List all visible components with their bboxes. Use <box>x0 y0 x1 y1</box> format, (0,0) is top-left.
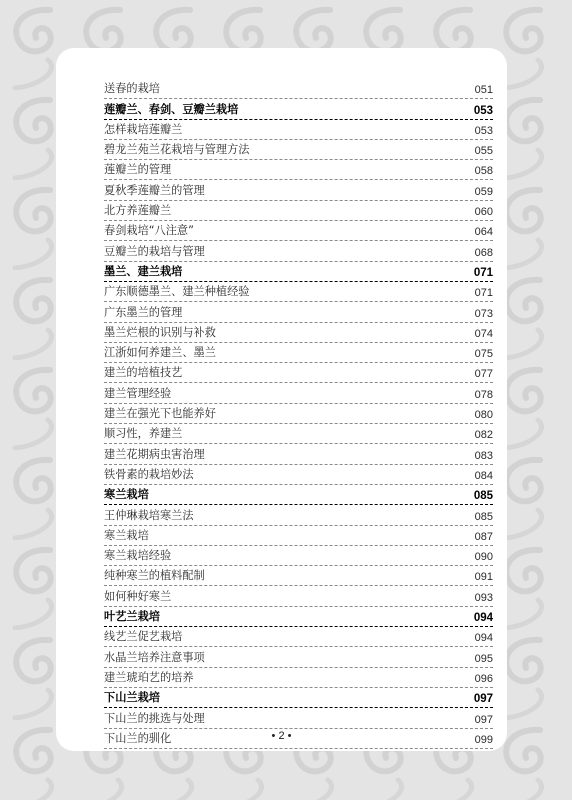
toc-entry-title: 下山兰的挑选与处理 <box>104 711 205 725</box>
toc-entry <box>104 221 493 241</box>
toc-entry-page: 095 <box>474 652 493 665</box>
toc-entry-page: 053 <box>474 124 493 137</box>
toc-entry-title: 建兰管理经验 <box>104 386 172 400</box>
toc-entry <box>104 566 493 586</box>
toc-entry-page: 074 <box>474 327 493 340</box>
toc-entry <box>104 302 493 322</box>
toc-entry-page: 084 <box>474 469 493 482</box>
toc-entry-page: 093 <box>474 591 493 604</box>
toc-entry-title: 春剑栽培“八注意” <box>104 224 194 238</box>
toc-entry-title: 怎样栽培莲瓣兰 <box>104 122 183 136</box>
toc-entry-page: 064 <box>474 226 493 239</box>
toc-entry-page: 082 <box>474 429 493 442</box>
toc-entry-title: 夏秋季莲瓣兰的管理 <box>104 183 205 197</box>
page-sheet <box>56 48 507 751</box>
toc-section-heading <box>104 99 493 119</box>
page-number: • 2 • <box>271 730 292 742</box>
toc-entry <box>104 505 493 525</box>
toc-entry-title: 纯种寒兰的植料配制 <box>104 569 205 583</box>
toc-entry <box>104 627 493 647</box>
toc-entry <box>104 424 493 444</box>
toc-entry-title: 寒兰栽培 <box>104 488 149 502</box>
toc-entry-page: 083 <box>474 449 493 462</box>
toc-entry-page: 085 <box>474 510 493 523</box>
toc-entry-title: 线艺兰促艺栽培 <box>104 630 183 644</box>
toc-entry-title: 水晶兰培养注意事项 <box>104 650 205 664</box>
toc-entry <box>104 160 493 180</box>
toc-entry <box>104 241 493 261</box>
toc-entry <box>104 647 493 667</box>
toc-entry-title: 墨兰、建兰栽培 <box>104 264 183 278</box>
toc-entry-title: 广东墨兰的管理 <box>104 305 183 319</box>
toc-entry-page: 085 <box>473 490 493 503</box>
toc-entry <box>104 343 493 363</box>
toc-entry-page: 080 <box>474 409 493 422</box>
toc-entry-title: 广东顺德墨兰、建兰种植经验 <box>104 285 250 299</box>
toc-entry-page: 075 <box>474 348 493 361</box>
toc-entry <box>104 404 493 424</box>
toc-entry-page: 097 <box>473 693 493 706</box>
toc-entry-title: 王仲琳栽培寒兰法 <box>104 508 194 522</box>
table-of-contents <box>104 79 493 749</box>
toc-entry-page: 099 <box>474 733 493 746</box>
toc-entry-page: 059 <box>474 185 493 198</box>
toc-entry-page: 091 <box>474 571 493 584</box>
toc-entry-title: 送春的栽培 <box>104 82 160 96</box>
toc-entry-title: 建兰在强光下也能养好 <box>104 407 216 421</box>
toc-entry-title: 下山兰的驯化 <box>104 731 172 745</box>
toc-entry-title: 寒兰栽培经验 <box>104 549 172 563</box>
toc-entry <box>104 140 493 160</box>
toc-entry <box>104 465 493 485</box>
toc-entry-page: 094 <box>473 612 493 625</box>
toc-entry <box>104 383 493 403</box>
toc-entry <box>104 120 493 140</box>
toc-entry <box>104 180 493 200</box>
toc-entry-page: 060 <box>474 206 493 219</box>
toc-entry-page: 094 <box>474 632 493 645</box>
toc-entry-page: 071 <box>474 287 493 300</box>
toc-entry <box>104 323 493 343</box>
toc-entry <box>104 363 493 383</box>
toc-entry-title: 墨兰烂根的识别与补救 <box>104 325 216 339</box>
toc-entry <box>104 444 493 464</box>
toc-entry <box>104 282 493 302</box>
toc-entry-page: 087 <box>474 530 493 543</box>
toc-entry-page: 071 <box>473 266 493 279</box>
toc-entry <box>104 79 493 99</box>
toc-entry-page: 090 <box>474 551 493 564</box>
toc-entry-page: 077 <box>474 368 493 381</box>
toc-entry-title: 建兰的培植技艺 <box>104 366 183 380</box>
toc-entry-title: 建兰花期病虫害治理 <box>104 447 205 461</box>
toc-entry-title: 莲瓣兰的管理 <box>104 163 172 177</box>
toc-entry <box>104 586 493 606</box>
toc-entry-page: 055 <box>474 145 493 158</box>
toc-section-heading <box>104 607 493 627</box>
toc-entry-page: 051 <box>474 84 493 97</box>
toc-section-heading <box>104 688 493 708</box>
toc-entry-title: 寒兰栽培 <box>104 528 149 542</box>
toc-entry-title: 叶艺兰栽培 <box>104 610 160 624</box>
toc-entry-title: 顺习性，养建兰 <box>104 427 183 441</box>
toc-entry-title: 铁骨素的栽培妙法 <box>104 467 194 481</box>
toc-entry-title: 江浙如何养建兰、墨兰 <box>104 346 216 360</box>
toc-entry <box>104 668 493 688</box>
toc-entry <box>104 708 493 728</box>
toc-entry-page: 068 <box>474 246 493 259</box>
toc-section-heading <box>104 262 493 282</box>
toc-entry-page: 058 <box>474 165 493 178</box>
toc-entry-page: 096 <box>474 672 493 685</box>
toc-entry <box>104 201 493 221</box>
toc-entry-page: 078 <box>474 388 493 401</box>
toc-entry-title: 豆瓣兰的栽培与管理 <box>104 244 205 258</box>
toc-entry-title: 莲瓣兰、春剑、豆瓣兰栽培 <box>104 102 239 116</box>
toc-entry-title: 建兰琥珀艺的培养 <box>104 670 194 684</box>
toc-entry-page: 097 <box>474 713 493 726</box>
toc-entry-title: 碧龙兰苑兰花栽培与管理方法 <box>104 143 250 157</box>
toc-entry-page: 073 <box>474 307 493 320</box>
toc-entry-title: 如何种好寒兰 <box>104 589 172 603</box>
toc-section-heading <box>104 485 493 505</box>
toc-entry-title: 下山兰栽培 <box>104 691 160 705</box>
toc-entry-title: 北方养莲瓣兰 <box>104 204 172 218</box>
toc-entry <box>104 546 493 566</box>
toc-entry-page: 053 <box>473 104 493 117</box>
toc-entry <box>104 526 493 546</box>
